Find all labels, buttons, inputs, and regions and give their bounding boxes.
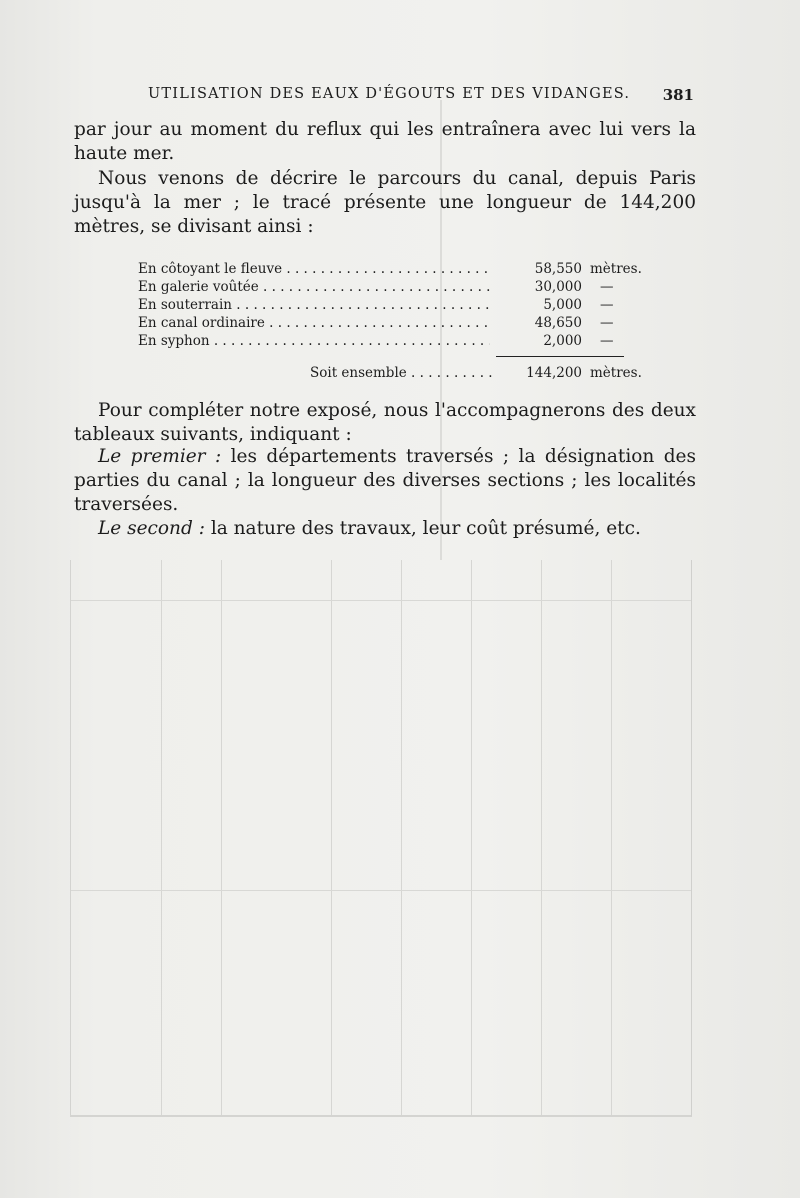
second-table-description: la nature des travaux, leur coût présumé, etc. (204, 518, 641, 539)
row-unit: — (600, 297, 614, 313)
table-row (138, 296, 638, 314)
total-label: Soit ensemble . . . (310, 364, 492, 382)
table-row (138, 332, 638, 350)
paragraph-tables-intro: Pour compléter notre exposé, nous l'accompagnerons des deux tableaux suivants, indiquant : (74, 400, 696, 445)
row-value: 58,550 (534, 261, 582, 277)
table-total-row (138, 364, 642, 382)
row-value: 30,000 (534, 279, 582, 295)
row-value: 48,650 (534, 315, 582, 331)
paragraph-route: Nous venons de décrire le parcours du canal, depuis Paris jusqu'à la mer ; le tracé présente une longueur de 144,200 mètres, se divisant ainsi : (74, 168, 696, 237)
paragraph-line: haute mer. (74, 143, 175, 164)
row-unit: — (600, 315, 614, 331)
row-value: 2,000 (543, 333, 582, 349)
table-row (138, 260, 642, 278)
running-header (74, 86, 694, 110)
row-unit: mètres. (590, 261, 642, 277)
row-label: En canal ordinaire . . . (138, 314, 490, 332)
row-label: En galerie voûtée . . . (138, 278, 490, 296)
table-row (138, 314, 638, 332)
paragraph-second-table (74, 517, 696, 541)
row-label: En souterrain . . . (138, 296, 490, 314)
header-title: UTILISATION DES EAUX D'ÉGOUTS ET DES VIDANGES. (148, 86, 631, 102)
table-row (138, 278, 638, 296)
row-label: En côtoyant le fleuve . . . (138, 260, 490, 278)
row-value: 5,000 (543, 297, 582, 313)
total-unit: mètres. (590, 365, 642, 381)
row-unit: — (600, 333, 614, 349)
row-unit: — (600, 279, 614, 295)
length-table (138, 260, 642, 382)
row-label: En syphon . . . (138, 332, 490, 350)
lead-first: Le premier : (98, 446, 222, 467)
lead-second: Le second : (98, 518, 205, 539)
sum-rule (496, 356, 624, 357)
first-table-description: les départements traversés ; la désignation des parties du canal ; la longueur des diverses sections ; les localités traversées. (74, 446, 696, 515)
paragraph-continuation (74, 118, 696, 166)
bleed-through-table (70, 560, 692, 1117)
page-number: 381 (662, 86, 694, 104)
paragraph-first-table (74, 445, 696, 517)
paragraph-line: par jour au moment du reflux qui les entraînera avec lui vers la (74, 119, 696, 140)
total-value: 144,200 (526, 365, 582, 381)
